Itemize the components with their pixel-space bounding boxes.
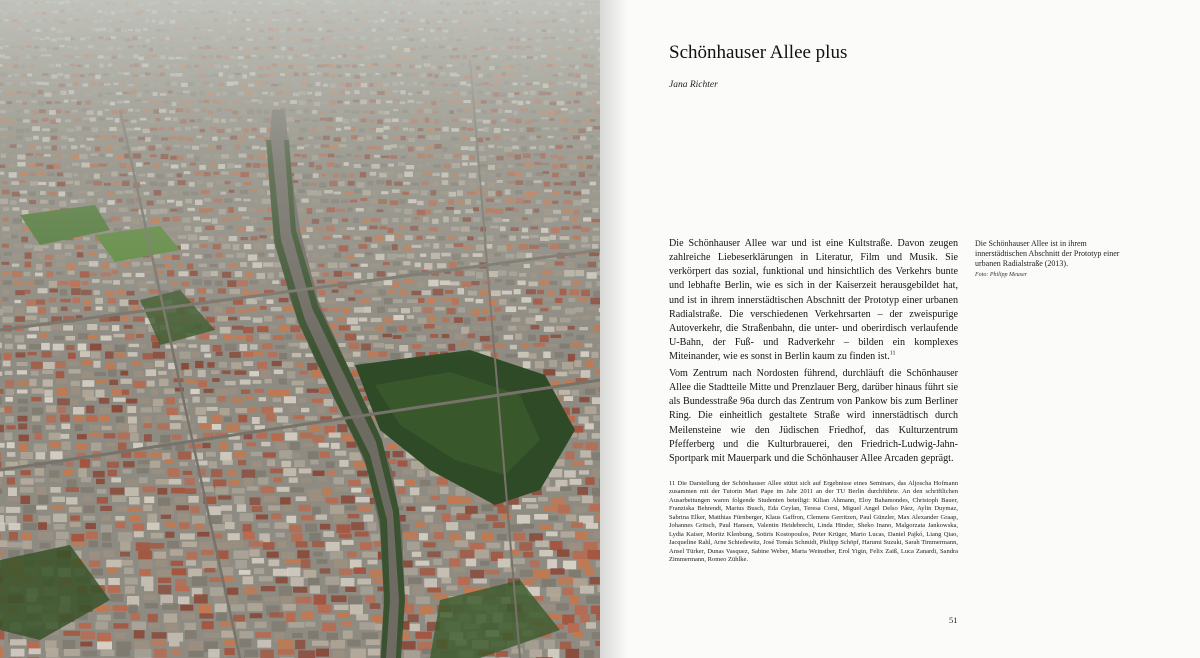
body-paragraph-2: Vom Zentrum nach Nordosten führend, durchläuft die Schönhauser Allee die Stadtteile Mitte und Prenzlauer Berg, darüber hinaus führt sie als Bundesstraße 96a durch das Zentrum von Pankow bis zum Berliner Ring. Die einheitlich gestaltete Straße wird innerstädtisch durch Meilensteine wie den Jüdischen Friedhof, das Kulturzentrum Pfefferberg und die Kulturbrauerei, den Friedrich-Ludwig-Jahn-Sportpark mit Mauerpark und die Schönhauser Allee Arcaden geprägt. (669, 368, 958, 464)
paragraph-text: Die Schönhauser Allee war und ist eine Kultstraße. Davon zeugen zahlreiche Liebeserklärungen in Literatur, Film und Musik. Sie verkörpert das sozial, funktional und hinsichtlich des Verkehrs bunte und lebhafte Berlin, wie es sich in der Kaiserzeit herausgebildet hat, und ist in ihrem innerstädtischen Abschnitt der Prototyp einer urbanen Radialstraße. Die verschiedenen Verkehrsarten – der zweispurige Autoverkehr, die Straßenbahn, die unter- und oberirdisch verlaufende U-Bahn, der Fuß- und Radverkehr – bilden ein komplexes Miteinander, wie es sonst in Berlin kaum zu finden ist. (669, 238, 958, 363)
photo-credit: Foto: Philipp Meuser (975, 271, 1027, 278)
article-author: Jana Richter (669, 80, 718, 90)
caption-text: Die Schönhauser Allee ist in ihrem innerstädtischen Abschnitt der Prototyp einer urbanen Radialstraße (2013). (975, 239, 1120, 269)
footnote: 11 Die Darstellung der Schönhauser Allee stützt sich auf Ergebnisse eines Seminars, das Aljoscha Hofmann zusammen mit der Tutorin Mari Pape im Jahr 2011 an der TU Berlin durchführte. An den schriftlichen Ausarbeitungen waren folgende Studenten beteiligt: Kilian Ahmann, Eloy Bahamondes, Christoph Bauer, Franziska Behrendt, Marius Busch, Eda Ceylan, Teresa Corsi, Miguel Angel Delso Páez, Aylin Duymaz, Sabrina Elker, Matthias Fürnberger, Klaus Gaffron, Clemens Gerritzen, Paul Günzler, Max Alexander Graap, Johannes Gritsch, Paul Hansen, Valentin Heidebrecht, Linda Hinder, Sheko Inano, Malgorzata Jankowska, Lydia Kaiser, Moritz Klenbung, Sotiris Kostopoulos, Peter Krüger, Mario Lucas, Daniel Pajkó, Liang Qiao, Jacqueline Rahl, Arne Schiedewitz, José Tomás Schmidt, Philipp Schöpf, Harumi Suzuki, Sarah Timmermann, Ansel Türker, Dunas Vasquez, Sabine Weber, Maria Weinstber, Erol Yigin, Felix Zaiß, Luca Zanardi, Sandra Zimmermann, Romeo Zühlke. (669, 480, 958, 564)
body-paragraph-1 (669, 237, 958, 364)
footnote-reference: 11 (889, 350, 896, 357)
article-title: Schönhauser Allee plus (669, 42, 848, 63)
text-page (600, 0, 1200, 658)
page-number: 51 (949, 615, 958, 625)
photo-caption (975, 239, 1135, 279)
